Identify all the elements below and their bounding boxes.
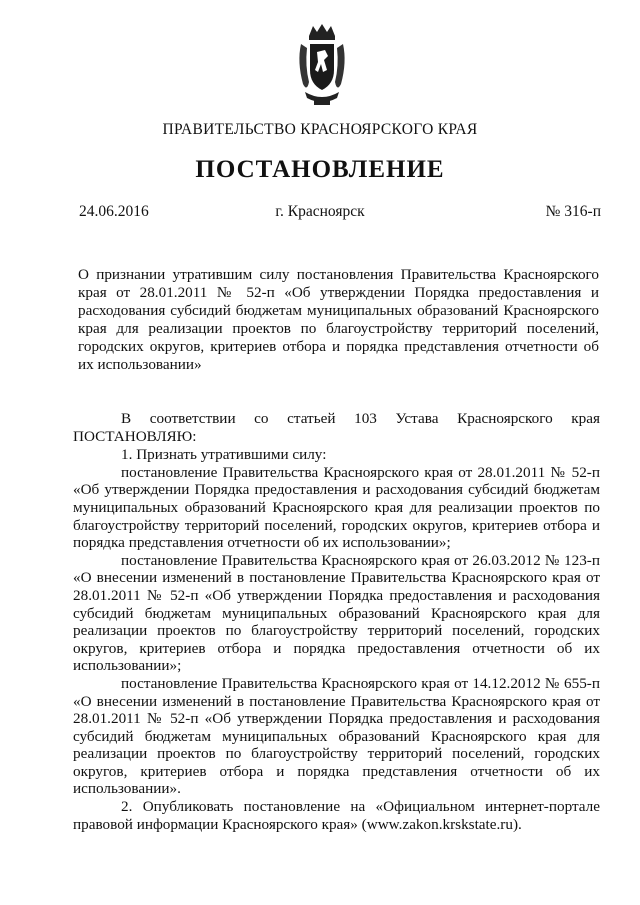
item-2-paragraph: 2. Опубликовать постановление на «Официальном интернет-портале правовой информации Красноярского края» (www.zakon.krskstate.ru). <box>73 798 600 833</box>
document-date: 24.06.2016 <box>79 203 149 220</box>
issuing-authority: ПРАВИТЕЛЬСТВО КРАСНОЯРСКОГО КРАЯ <box>162 121 478 138</box>
document-body <box>73 410 600 833</box>
item-1-subitem-3: постановление Правительства Красноярского края от 14.12.2012 № 655-п «О внесении изменений в постановление Правительства Красноярского края от 28.01.2011 № 52-п «Об утверждении Порядка предоставления и расходования субсидий бюджетам муниципальных образований Красноярского края для реализации проектов по благоустройству территорий поселений, городских округов, критериев отбора и порядка представления отчетности об их использовании». <box>73 674 600 798</box>
coat-of-arms-emblem <box>297 22 347 108</box>
document-type-title: ПОСТАНОВЛЕНИЕ <box>195 156 445 183</box>
item-1-subitem-2: постановление Правительства Красноярского края от 26.03.2012 № 123-п «О внесении изменений в постановление Правительства Красноярского края от 28.01.2011 № 52-п «Об утверждении Порядка предоставления и расходования субсидий бюджетам муниципальных образований Красноярского края для реализации проектов по благоустройству территорий поселений, городских округов, критериев отбора и порядка предоставления отчетности об их использовании»; <box>73 551 600 675</box>
document-subject: О признании утратившим силу постановления Правительства Красноярского края от 28.01.2011 № 52-п «Об утверждении Порядка предоставления и расходования субсидий бюджетам муниципальных образований Красноярского края для реализации проектов по благоустройству территорий поселений, городских округов, критериев отбора и порядка представления отчетности об их использовании» <box>78 266 599 374</box>
preamble-paragraph: В соответствии со статьей 103 Устава Красноярского края <box>121 410 600 427</box>
document-number: № 316-п <box>545 203 601 220</box>
item-1-subitem-1: постановление Правительства Красноярского края от 28.01.2011 № 52-п «Об утверждении Порядка предоставления и расходования субсидий бюджетам муниципальных образований Красноярского края для реализации проектов по благоустройству территорий поселений, городских округов, критериев отбора и порядка представления отчетности об их использовании»; <box>73 463 600 552</box>
document-city: г. Красноярск <box>275 203 365 220</box>
item-1-title: 1. Признать утратившими силу: <box>121 446 327 464</box>
resolves-heading: ПОСТАНОВЛЯЮ: <box>73 427 197 445</box>
